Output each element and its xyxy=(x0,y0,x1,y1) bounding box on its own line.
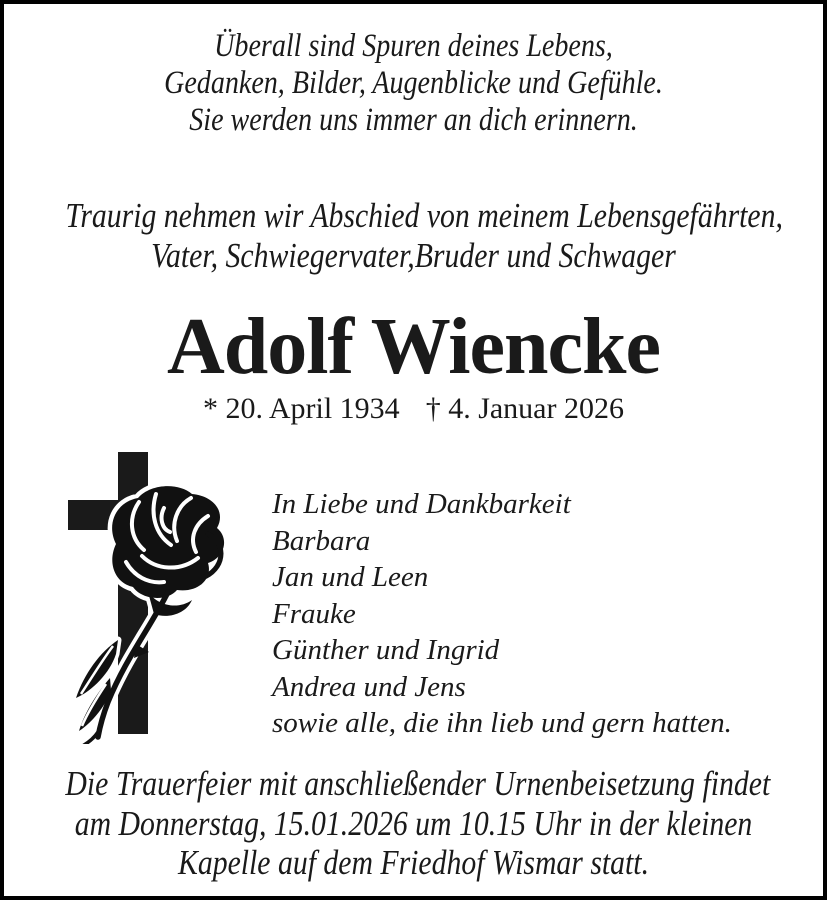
mourner-line: Jan und Leen xyxy=(272,561,429,593)
farewell-intro xyxy=(4,196,823,276)
verse-line: Sie werden uns immer an dich erinnern. xyxy=(189,102,638,138)
life-dates xyxy=(4,392,823,426)
mourner-line: sowie alle, die ihn lieb und gern hatten. xyxy=(272,707,732,739)
funeral-line: am Donnerstag, 15.01.2026 um 10.15 Uhr in der kleinen xyxy=(74,803,753,843)
funeral-line: Die Trauerfeier mit anschließender Urnenbeisetzung findet xyxy=(65,764,771,803)
mourner-line: In Liebe und Dankbarkeit xyxy=(272,488,571,520)
funeral-line: Kapelle auf dem Friedhof Wismar statt. xyxy=(177,843,650,882)
funeral-info xyxy=(4,764,823,883)
verse-line: Überall sind Spuren deines Lebens, xyxy=(214,28,613,64)
mourner-line: Barbara xyxy=(272,524,371,557)
deceased-name: Adolf Wiencke xyxy=(167,303,660,391)
verse-line: Gedanken, Bilder, Augenblicke und Gefühle. xyxy=(164,65,663,101)
intro-line: Vater, Schwiegervater,Bruder und Schwager xyxy=(151,236,676,275)
mourner-line: Andrea und Jens xyxy=(272,670,466,703)
intro-line: Traurig nehmen wir Abschied von meinem Lebensgefährten, xyxy=(65,196,783,235)
mourner-line: Frauke xyxy=(272,597,356,630)
mourners-list xyxy=(272,486,732,742)
birth-date: * 20. April 1934 xyxy=(203,392,400,425)
cross-rose-image xyxy=(56,444,241,744)
death-date: † 4. Januar 2026 xyxy=(425,392,624,425)
memorial-verse xyxy=(4,28,823,139)
mourner-line: Günther und Ingrid xyxy=(272,634,500,666)
